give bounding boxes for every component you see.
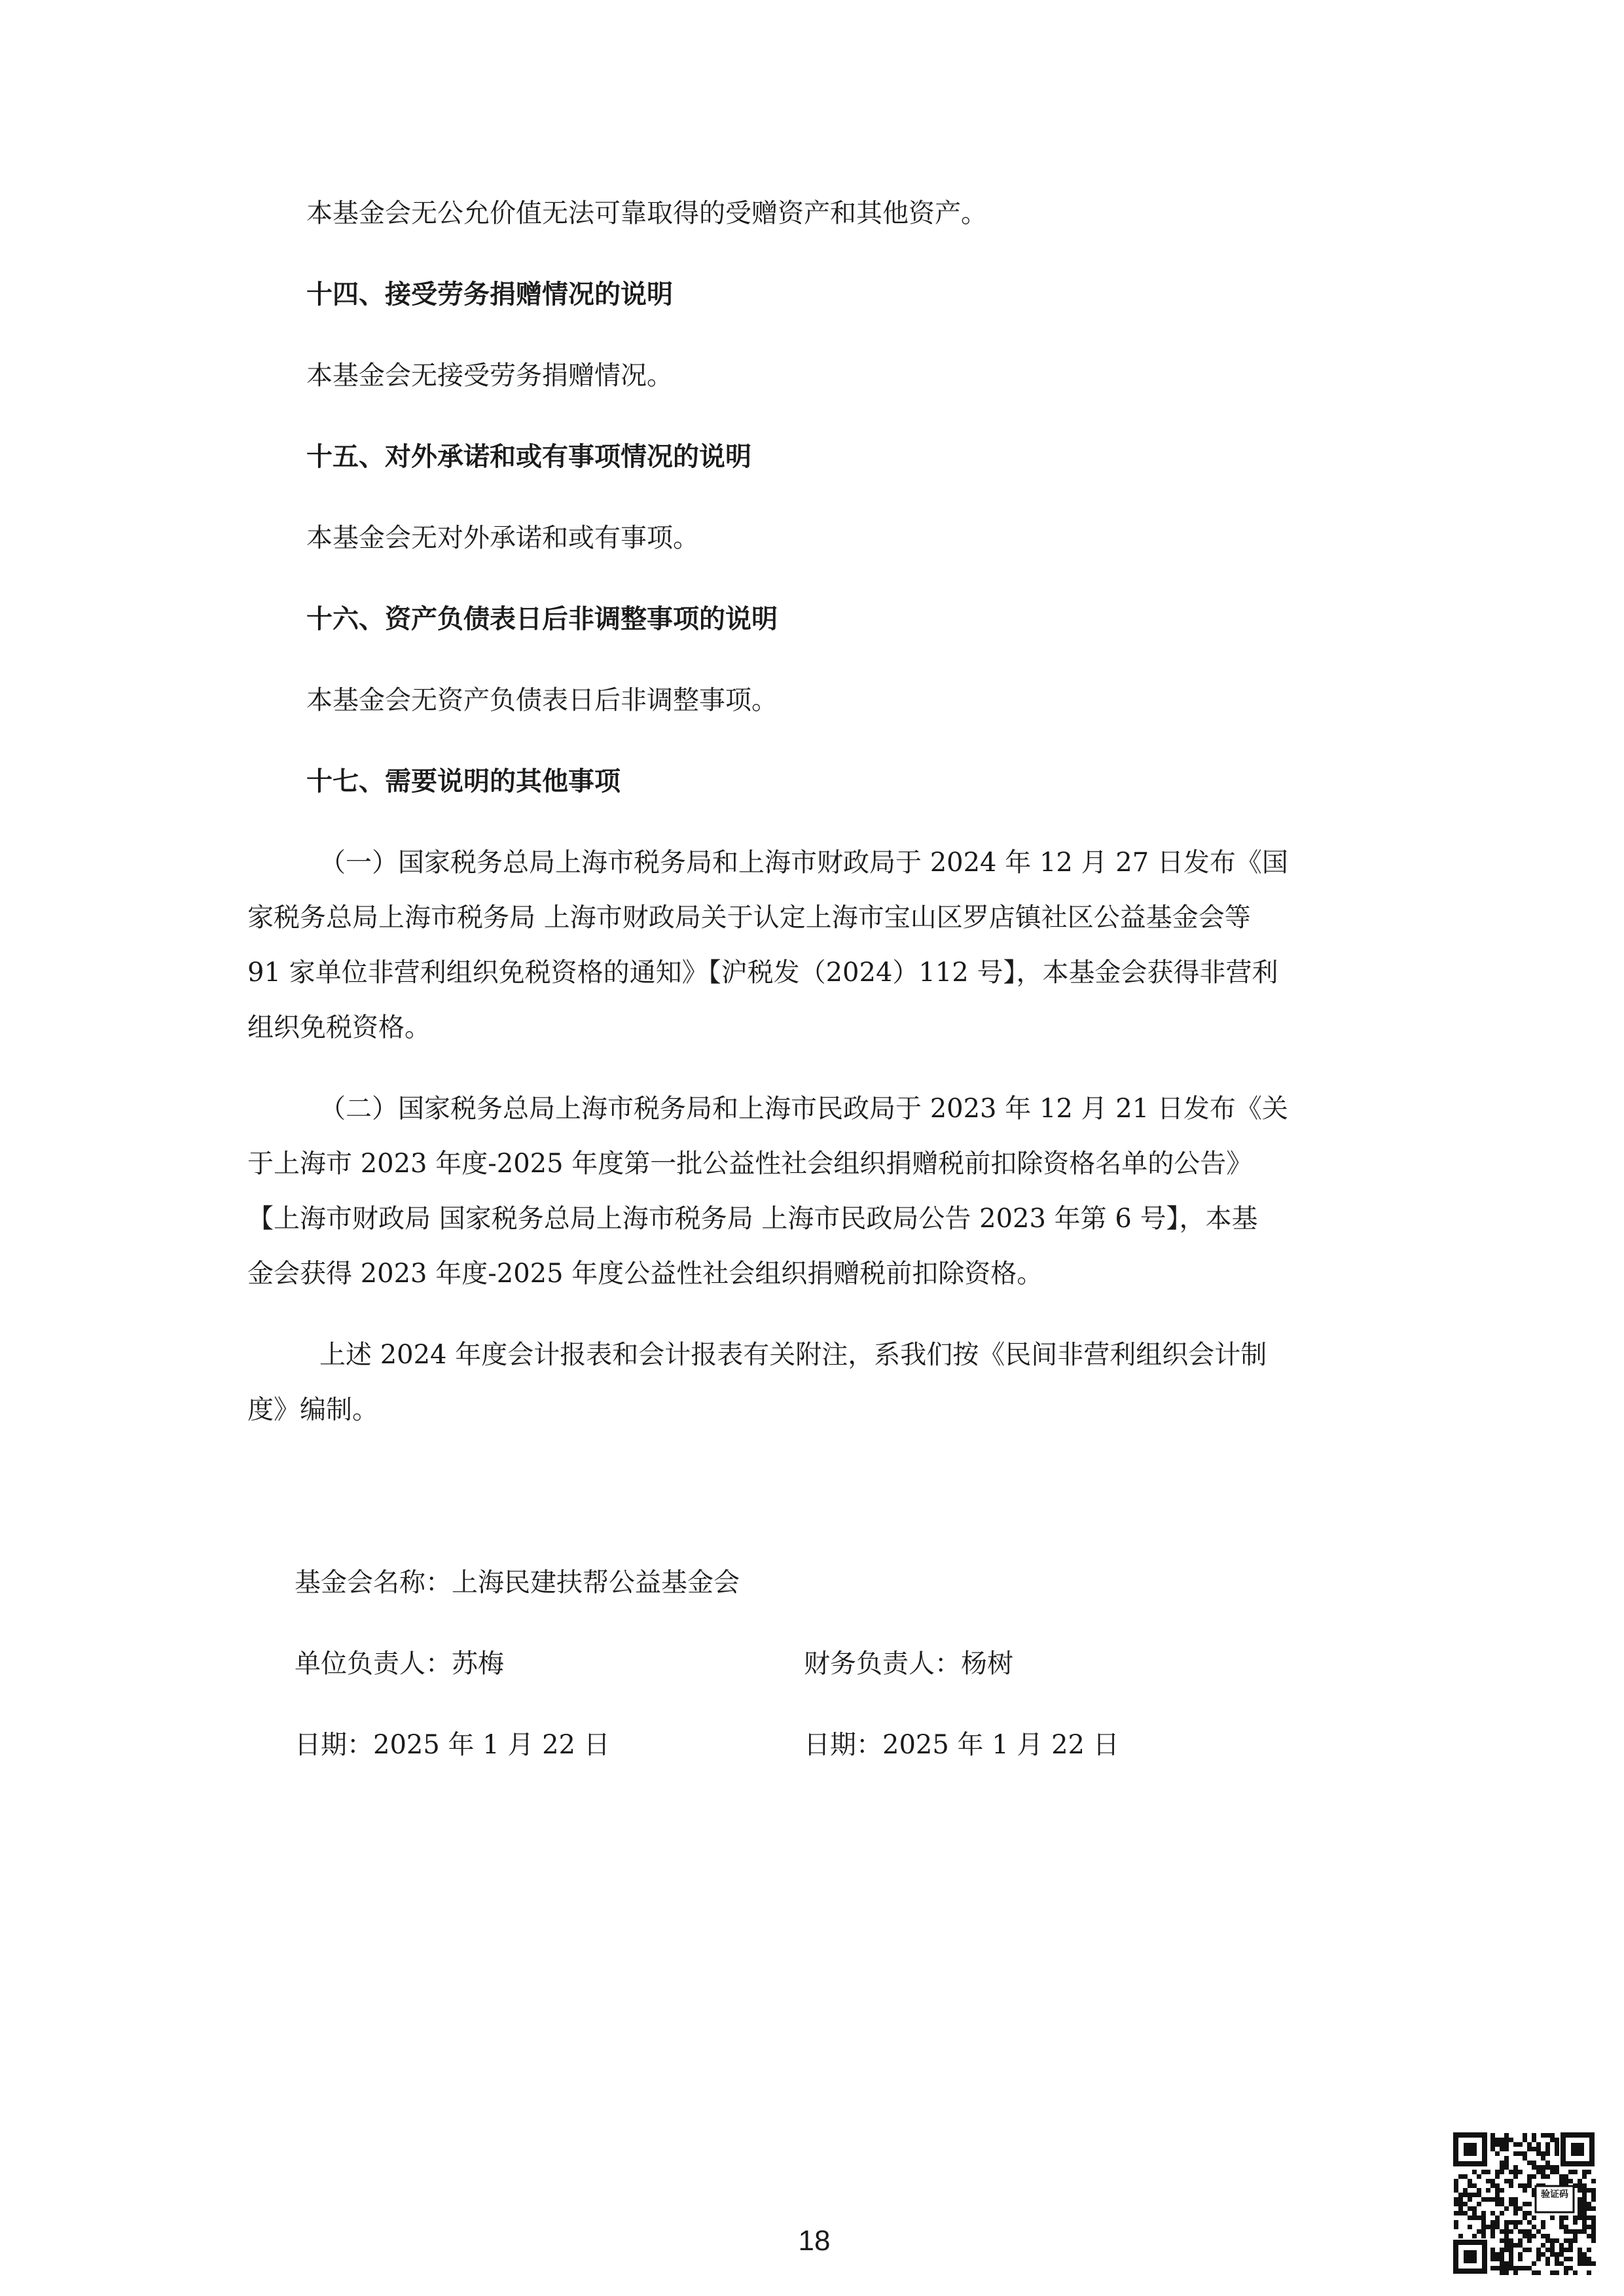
item1-line-2: 家税务总局上海市税务局 上海市财政局关于认定上海市宝山区罗店镇社区公益基金会等 bbox=[247, 903, 1251, 933]
date-value-right: 2025 年 1 月 22 日 bbox=[882, 1730, 1119, 1760]
paragraph-14: 本基金会无接受劳务捐赠情况。 bbox=[306, 361, 673, 391]
paragraph-15: 本基金会无对外承诺和或有事项。 bbox=[306, 523, 699, 553]
finance-head-name: 杨树 bbox=[961, 1649, 1013, 1679]
section-heading-15: 十五、对外承诺和或有事项情况的说明 bbox=[306, 441, 751, 472]
item1-line-1: （一）国家税务总局上海市税务局和上海市财政局于 2024 年 12 月 27 日发布《国 bbox=[319, 848, 1288, 878]
item1-line-4: 组织免税资格。 bbox=[247, 1013, 431, 1043]
date-label-left: 日期： bbox=[295, 1730, 373, 1760]
unit-head-name: 苏梅 bbox=[452, 1649, 504, 1679]
date-label-right: 日期： bbox=[804, 1730, 882, 1760]
paragraph-16: 本基金会无资产负债表日后非调整事项。 bbox=[306, 685, 778, 715]
section-heading-14: 十四、接受劳务捐赠情况的说明 bbox=[306, 279, 673, 310]
signature-finance-head bbox=[804, 1645, 1013, 1682]
signature-date-left bbox=[295, 1727, 610, 1763]
signature-date-right bbox=[804, 1727, 1119, 1763]
item2-line-4: 金会获得 2023 年度-2025 年度公益性社会组织捐赠税前扣除资格。 bbox=[247, 1259, 1043, 1289]
org-name: 上海民建扶帮公益基金会 bbox=[452, 1568, 740, 1598]
section-heading-16: 十六、资产负债表日后非调整事项的说明 bbox=[306, 603, 778, 634]
qr-code-icon bbox=[1452, 2131, 1596, 2275]
org-label: 基金会名称： bbox=[295, 1568, 452, 1598]
closing-line-1: 上述 2024 年度会计报表和会计报表有关附注，系我们按《民间非营利组织会计制 bbox=[319, 1340, 1267, 1370]
item2-line-1: （二）国家税务总局上海市税务局和上海市民政局于 2023 年 12 月 21 日发布《关 bbox=[319, 1094, 1288, 1124]
unit-head-label: 单位负责人： bbox=[295, 1649, 452, 1679]
signature-org bbox=[295, 1564, 740, 1601]
item2-line-3: 【上海市财政局 国家税务总局上海市税务局 上海市民政局公告 2023 年第 6 号】，本基 bbox=[247, 1204, 1258, 1234]
section-heading-17: 十七、需要说明的其他事项 bbox=[306, 766, 621, 797]
finance-head-label: 财务负责人： bbox=[804, 1649, 961, 1679]
date-value-left: 2025 年 1 月 22 日 bbox=[373, 1730, 610, 1760]
closing-line-2: 度》编制。 bbox=[247, 1395, 378, 1425]
qr-label: 验证码 bbox=[1541, 2189, 1568, 2200]
paragraph-intro: 本基金会无公允价值无法可靠取得的受赠资产和其他资产。 bbox=[306, 198, 987, 228]
item2-line-2: 于上海市 2023 年度-2025 年度第一批公益性社会组织捐赠税前扣除资格名单的公告》 bbox=[247, 1149, 1253, 1179]
item1-line-3: 91 家单位非营利组织免税资格的通知》【沪税发（2024）112 号】，本基金会获得非营利 bbox=[247, 958, 1278, 988]
signature-unit-head bbox=[295, 1645, 504, 1682]
page-number: 18 bbox=[798, 2225, 831, 2257]
